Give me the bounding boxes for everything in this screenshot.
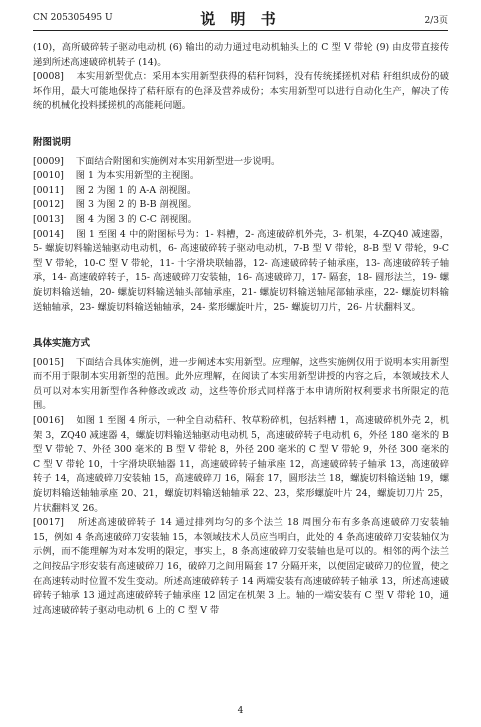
page-indicator: 2/3页 (424, 16, 448, 26)
paragraph-number: [0009] (33, 155, 64, 167)
paragraph-0008 (33, 70, 449, 114)
paragraph-text: 本实用新型优点：采用本实用新型获得的秸秆饲料，没有传统揉搓机对秸 秆组织成份的破坏作用，最大可能地保持了秸秆原有的色泽及营养成份；本实用新型可以进行自动化生产，解决了传统的机械化投料揉搓机的高能耗问题。 (33, 71, 449, 112)
document-title: 说 明 书 (200, 10, 281, 28)
paragraph-0015 (33, 356, 449, 414)
paragraph-0014 (33, 228, 449, 316)
paragraph-0011 (33, 184, 449, 199)
paragraph-text: 下面结合附图和实施例对本实用新型进一步说明。 (75, 155, 281, 167)
paragraph-number: [0017] (33, 517, 64, 529)
page-number: 4 (237, 706, 244, 716)
paragraph-number: [0015] (33, 356, 64, 368)
paragraph-number: [0012] (33, 199, 64, 211)
patent-number: CN 205305495 U (33, 13, 113, 23)
paragraph-text: 图 3 为图 2 的 B-B 剖视图。 (75, 199, 197, 211)
paragraph-continuation (33, 41, 449, 70)
paragraph-text: 所述高速破碎转子 14 通过排列均匀的多个法兰 18 周围分布有多条高速破碎刀安装轴 15，例如 4 条高速破碎刀安装轴 15，本领域技术人员应当明白，此处的 4 条高速破碎刀安装轴仅为示例，而不能理解为对本发明的限定，事实上，8 条高速破碎刀安装轴也是可以的。相邻的两个法兰之间按品字形安装有高速破碎刀 16，破碎刀之间用隔套 17 分隔开来，以便固定破碎刀的位置，使之在高速转动时位置不发生变动。所述高速破碎转子 14 两端安装有高速破碎转子轴承 13，所述高速破碎转子轴承 13 通过高速破碎转子轴承座 12 固定在机架 3 上。轴的一端安装有 C 型 V 带轮 10，通过高速破碎转子驱动电动机 6 上的 C 型 V 带 (33, 517, 449, 616)
paragraph-number: [0011] (33, 184, 64, 196)
paragraph-0013 (33, 213, 449, 228)
paragraph-text: 下面结合具体实施例，进一步阐述本实用新型。应理解，这些实施例仅用于说明本实用新型而不用于限制本实用新型的范围。此外应理解，在阅读了本实用新型讲授的内容之后，本领域技术人员可以对本实用新型作各种修改或改 动，这些等价形式同样落于本申请所附权利要求书所限定的范围。 (33, 356, 449, 412)
paragraph-0012 (33, 198, 449, 213)
page-header (33, 7, 448, 29)
paragraph-0016 (33, 414, 449, 516)
header-divider (33, 30, 448, 31)
section-heading-implementation: 具体实施方式 (33, 338, 91, 350)
paragraph-0017 (33, 516, 449, 618)
paragraph-text: 如图 1 至图 4 所示，一种全自动秸秆、牧草粉碎机，包括料槽 1，高速破碎机外壳 2，机架 3，ZQ40 减速器 4，螺旋切料输送轴驱动电动机 5，高速破碎转子电动机 6，外径 180 毫米的 B 型 V 带轮 7、外径 300 毫米的 B 型 V 带轮 8，外径 200 毫米的 C 型 V 带轮 9，外径 300 毫米的 C 型 V 带轮 10，十字滑块联轴器 11，高速破碎转子轴承座 12，高速破碎转子轴承 13，高速破碎转子 14，高速破碎刀安装轴 15，高速破碎刀 16，隔套 17，圆形法兰 18，螺旋切料输送轴 19，螺旋切料输送轴轴承座 20、21，螺旋切料输送轴轴承 22、23，桨形螺旋叶片 24，螺旋切刀片 25，片状翻料叉 26。 (33, 415, 449, 514)
paragraph-number: [0013] (33, 213, 64, 225)
paragraph-0009 (33, 155, 449, 170)
paragraph-number: [0014] (33, 228, 64, 240)
paragraph-text: 图 4 为图 3 的 C-C 剖视图。 (75, 213, 198, 225)
document-body (33, 41, 449, 618)
paragraph-text: 图 1 至图 4 中的附图标号为：1- 料槽，2- 高速破碎机外壳，3- 机架，4-ZQ40 减速器，5- 螺旋切料输送轴驱动电动机，6- 高速破碎转子驱动电动机，7-B 型 V 带轮，8-B 型 V 带轮，9-C 型 V 带轮，10-C 型 V 带轮，11- 十字滑块联轴器，12- 高速破碎转子轴承座，13- 高速破碎转子轴承，14- 高速破碎转子，15- 高速破碎刀安装轴，16- 高速破碎刀，17- 隔套，18- 圆形法兰，19- 螺旋切料输送轴，20- 螺旋切料输送轴头部轴承座，21- 螺旋切料输送轴尾部轴承座，22- 螺旋切料输送轴轴承，23- 螺旋切料输送轴轴承，24- 桨形螺旋叶片，25- 螺旋切刀片，26- 片状翻料叉。 (33, 228, 450, 313)
paragraph-text: 图 2 为图 1 的 A-A 剖视图。 (75, 184, 197, 196)
paragraph-number: [0010] (33, 170, 64, 182)
paragraph-number: [0008] (33, 71, 64, 83)
section-heading-figures: 附图说明 (33, 136, 72, 148)
paragraph-0010 (33, 169, 449, 184)
paragraph-number: [0016] (33, 415, 64, 427)
paragraph-text: 图 1 为本实用新型的主视图。 (75, 170, 200, 182)
paragraph-text: (10)，高所破碎转子驱动电动机 (6) 输出的动力通过电动机轴头上的 C 型 V 带轮 (9) 由皮带直接传递到所述高速破碎机转子 (14)。 (33, 42, 449, 68)
